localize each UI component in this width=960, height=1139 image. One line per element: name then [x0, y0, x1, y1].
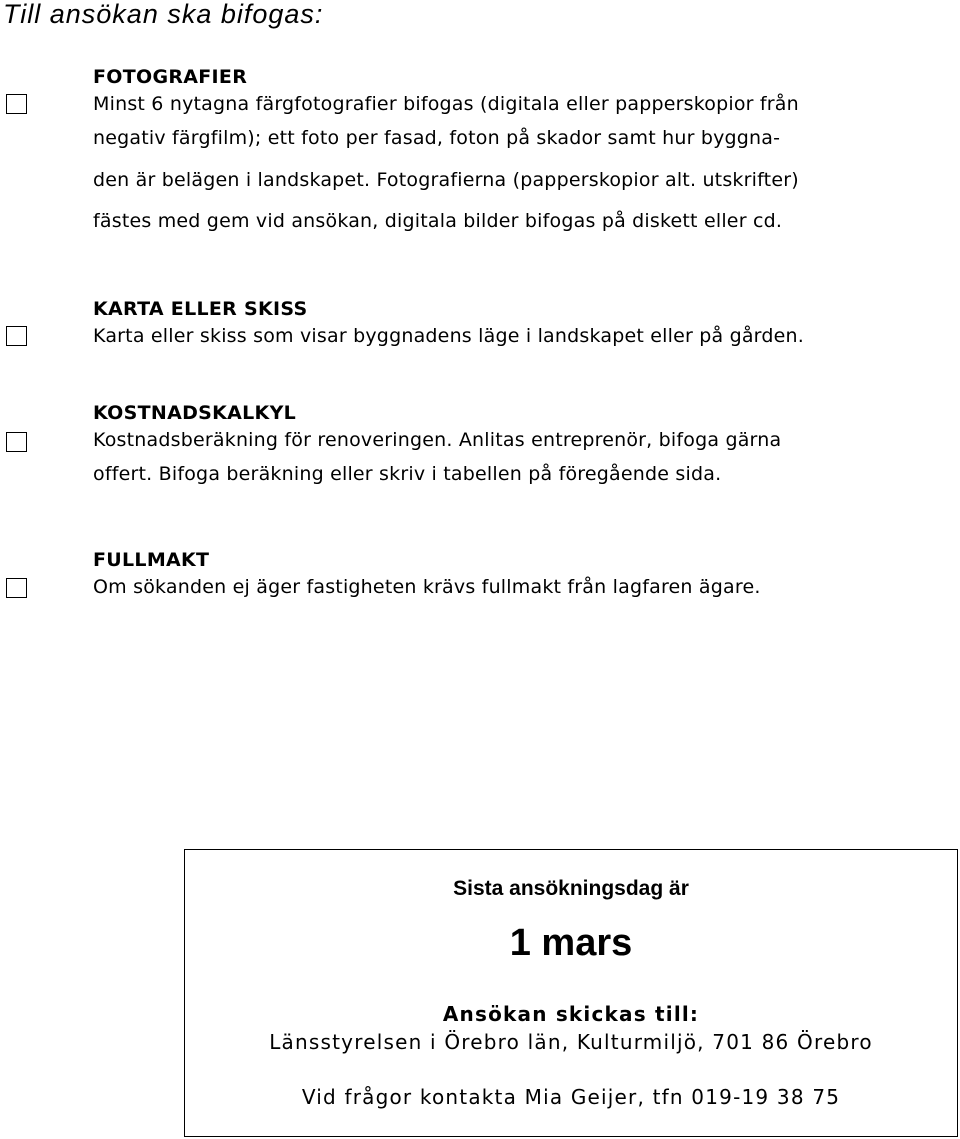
checkbox-karta-eller-skiss[interactable]: [6, 326, 27, 346]
checkbox-kostnadskalkyl[interactable]: [6, 432, 27, 452]
section-title: KOSTNADSKALKYL: [93, 402, 297, 424]
deadline-label: Sista ansökningsdag är: [453, 877, 689, 900]
section-text: [93, 426, 933, 496]
page-heading: Till ansökan ska bifogas:: [3, 0, 324, 29]
section-text: [93, 322, 933, 350]
section-title: FULLMAKT: [93, 549, 210, 571]
section-karta-eller-skiss: [93, 296, 933, 350]
section-line: offert. Bifoga beräkning eller skriv i tabellen på föregående sida.: [93, 463, 722, 485]
section-text: [93, 573, 933, 601]
section-line: negativ färgfilm); ett foto per fasad, foton på skador samt hur byggna-: [93, 127, 781, 149]
section-title: KARTA ELLER SKISS: [93, 298, 308, 320]
section-line: Karta eller skiss som visar byggnadens läge i landskapet eller på gården.: [93, 325, 804, 347]
section-line: den är belägen i landskapet. Fotografierna (papperskopior alt. utskrifter): [93, 168, 799, 191]
section-line: Kostnadsberäkning för renoveringen. Anlitas entreprenör, bifoga gärna: [93, 429, 782, 451]
section-line: Om sökanden ej äger fastigheten krävs fullmakt från lagfaren ägare.: [93, 576, 761, 598]
send-to-label: Ansökan skickas till:: [442, 1002, 700, 1026]
section-title: FOTOGRAFIER: [93, 66, 248, 88]
section-fotografier: [93, 64, 933, 243]
section-kostnadskalkyl: [93, 400, 933, 496]
deadline-box: [184, 849, 958, 1137]
section-fullmakt: [93, 547, 933, 601]
deadline-date: 1 mars: [509, 922, 633, 964]
checkbox-fotografier[interactable]: [6, 94, 27, 114]
contact-info: Vid frågor kontakta Mia Geijer, tfn 019-19 38 75: [301, 1085, 841, 1109]
send-to-address: Länsstyrelsen i Örebro län, Kulturmiljö, 701 86 Örebro: [269, 1030, 873, 1054]
section-line: Minst 6 nytagna färgfotografier bifogas (digitala eller papperskopior från: [93, 93, 799, 115]
section-text: [93, 90, 933, 243]
checkbox-fullmakt[interactable]: [6, 578, 27, 598]
section-line: fästes med gem vid ansökan, digitala bilder bifogas på diskett eller cd.: [93, 210, 783, 232]
